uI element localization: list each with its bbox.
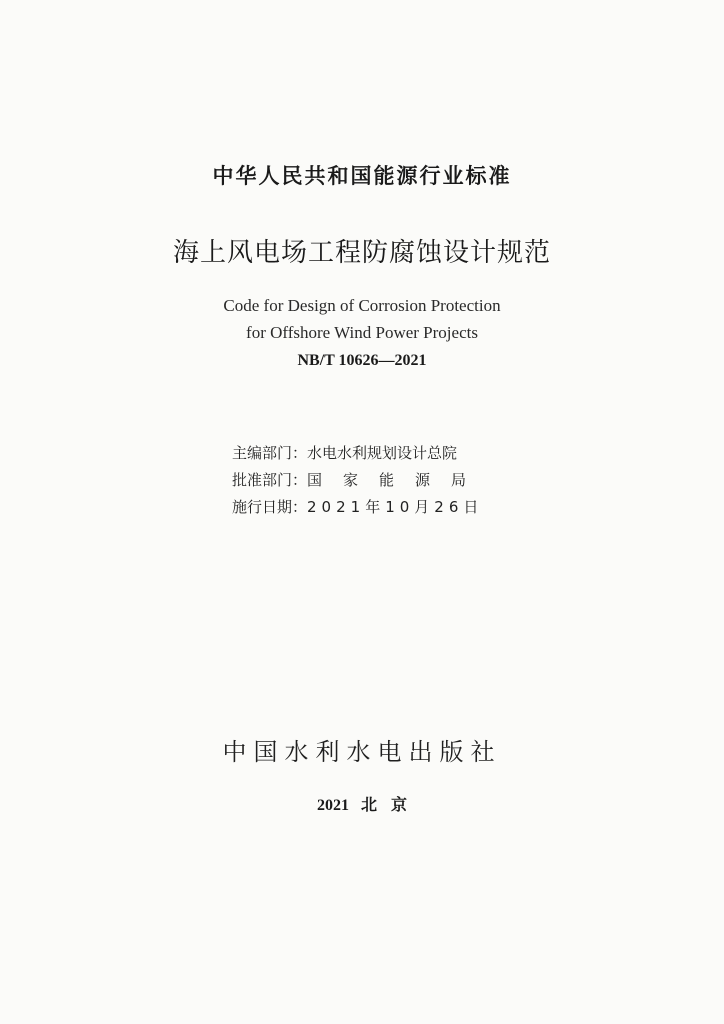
approver-value: 国家能源局 [307, 471, 488, 489]
date-label: 施行日期： [232, 498, 308, 516]
publisher-name: 中国水利水电出版社 [222, 738, 502, 766]
standard-code: NB/T 10626—2021 [297, 352, 427, 369]
date-row [232, 496, 652, 517]
publication-place [0, 792, 724, 815]
title-chinese: 海上风电场工程防腐蚀设计规范 [172, 238, 551, 268]
title-english-line-1: Code for Design of Corrosion Protection [223, 296, 501, 315]
date-value: 2021年10月26日 [307, 498, 484, 516]
editor-value: 水电水利规划设计总院 [307, 444, 458, 462]
approver-row [232, 469, 652, 490]
approver-label: 批准部门： [232, 471, 308, 489]
publication-city: 北 京 [360, 797, 407, 814]
publication-year: 2021 [316, 797, 349, 814]
editor-label: 主编部门： [232, 444, 308, 462]
title-english-line-2: for Offshore Wind Power Projects [246, 323, 478, 342]
editor-row [232, 442, 652, 463]
standard-category: 中华人民共和国能源行业标准 [212, 164, 512, 188]
